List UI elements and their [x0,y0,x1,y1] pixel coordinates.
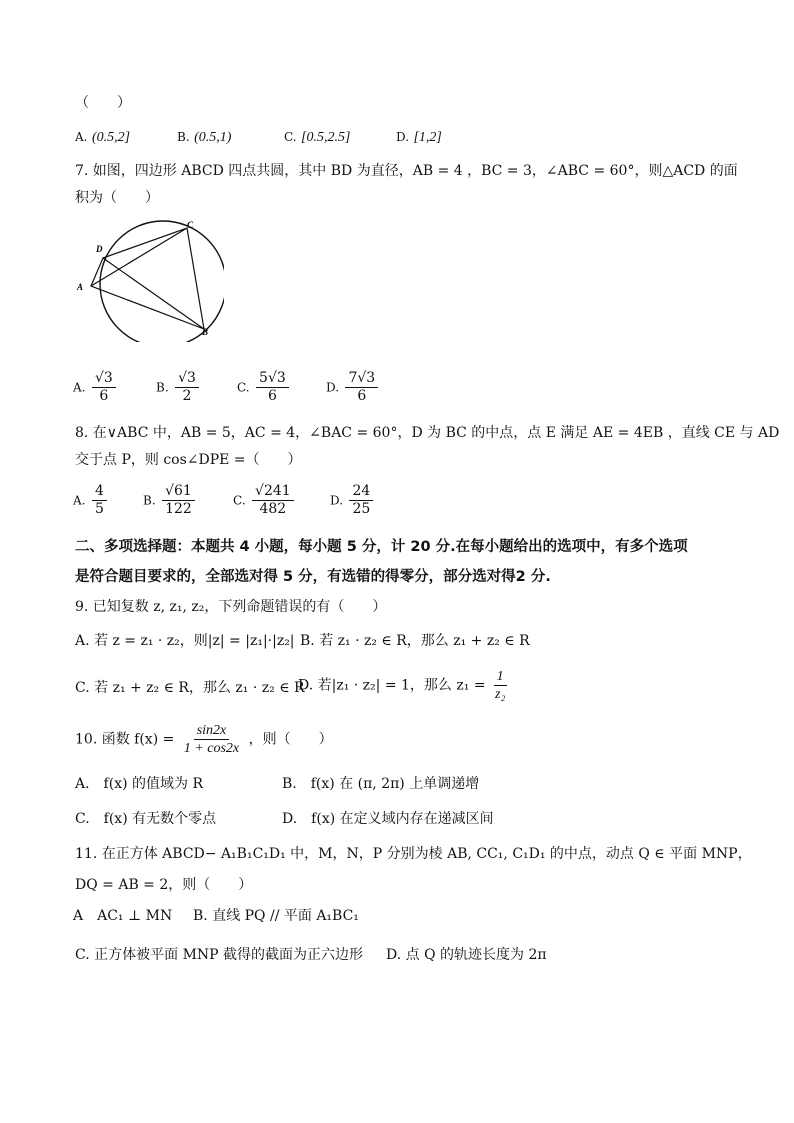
q9-option-b: B. 若 z₁ · z₂ ∈ R，那么 z₁ + z₂ ∈ R [300,633,530,649]
q6-answer-paren: （ ） [75,95,131,111]
section2-heading-line1: 二、多项选择题：本题共 4 小题，每小题 5 分，计 20 分.在每小题给出的选项中，有多个选项 [75,539,688,555]
q8-option-d: D. $\frac{24}{25}$ [330,483,375,518]
q7-option-b: B. $\frac{√3}{2}$ [156,370,201,405]
q10-stem: 10. 函数 f(x) = $\frac{\sin 2x}{1 + \cos 2x}$ ，则（ ） [75,723,333,756]
q8-option-a: A. $\frac{4}{5}$ [73,483,109,518]
q7-option-d: D. $\frac{7√3}{6}$ [326,370,380,405]
vertex-label-a: A [77,282,84,292]
q7-cyclic-quadrilateral-figure [74,218,224,342]
q7-option-a: A. $\frac{√3}{6}$ [73,370,118,405]
q9-option-c: C. 若 z₁ + z₂ ∈ R，那么 z₁ · z₂ ∈ R [75,680,305,696]
q6-option-a: A. (0.5,2] [75,130,131,145]
q11-option-a: A AC₁ ⊥ MN [73,908,173,924]
q8-stem-line1: 8. 在∨ABC 中，AB = 5，AC = 4，∠BAC = 60°，D 为 BC 的中点，点 E 满足 AE = 4EB ，直线 CE 与 AD [75,425,780,441]
q10-option-d: D. f(x) 在定义域内存在递减区间 [282,811,494,827]
section2-heading-line2: 是符合题目要求的，全部选对得 5 分，有选错的得零分，部分选对得2 分. [75,569,551,585]
q9-option-d: D. 若|z₁ · z₂| = 1，那么 z₁ = $\frac{1}{\text{z₂}}$ [298,669,506,702]
q11-option-c: C. 正方体被平面 MNP 截得的截面为正六边形 [75,947,364,963]
q9-stem: 9. 已知复数 z, z₁, z₂，下列命题错误的有（ ） [75,599,387,615]
q8-option-c: C. $\frac{√241}{482}$ [233,483,296,518]
q6-option-c: C. [0.5,2.5] [284,130,351,145]
q11-option-b: B. 直线 PQ // 平面 A₁BC₁ [193,908,359,924]
q10-option-b: B. f(x) 在 (π, 2π) 上单调递增 [282,776,480,792]
q6-option-d: D. [1,2] [396,130,442,145]
q9-option-a: A. 若 z = z₁ · z₂，则|z| = |z₁|·|z₂| [75,633,295,649]
q8-stem-line2: 交于点 P，则 cos∠DPE =（ ） [75,452,302,468]
q6-option-b: B. (0.5,1) [177,130,232,145]
q8-option-b: B. $\frac{√61}{122}$ [143,483,197,518]
vertex-label-b: B [202,327,209,337]
q7-option-c: C. $\frac{5√3}{6}$ [237,370,291,405]
q10-option-a: A. f(x) 的值域为 R [75,776,204,792]
vertex-label-d: D [96,244,103,254]
q11-option-d: D. 点 Q 的轨迹长度为 2π [386,947,547,963]
q11-stem-line2: DQ = AB = 2，则（ ） [75,877,253,893]
q7-stem-line2: 积为（ ） [75,190,159,206]
q10-option-c: C. f(x) 有无数个零点 [75,811,217,827]
q11-stem-line1: 11. 在正方体 ABCD− A₁B₁C₁D₁ 中，M，N，P 分别为棱 AB, CC₁, C₁D₁ 的中点，动点 Q ∈ 平面 MNP， [75,846,752,862]
vertex-label-c: C [187,220,194,230]
q7-stem-line1: 7. 如图，四边形 ABCD 四点共圆，其中 BD 为直径，AB = 4 ，BC = 3，∠ABC = 60°，则△ACD 的面 [75,163,738,179]
